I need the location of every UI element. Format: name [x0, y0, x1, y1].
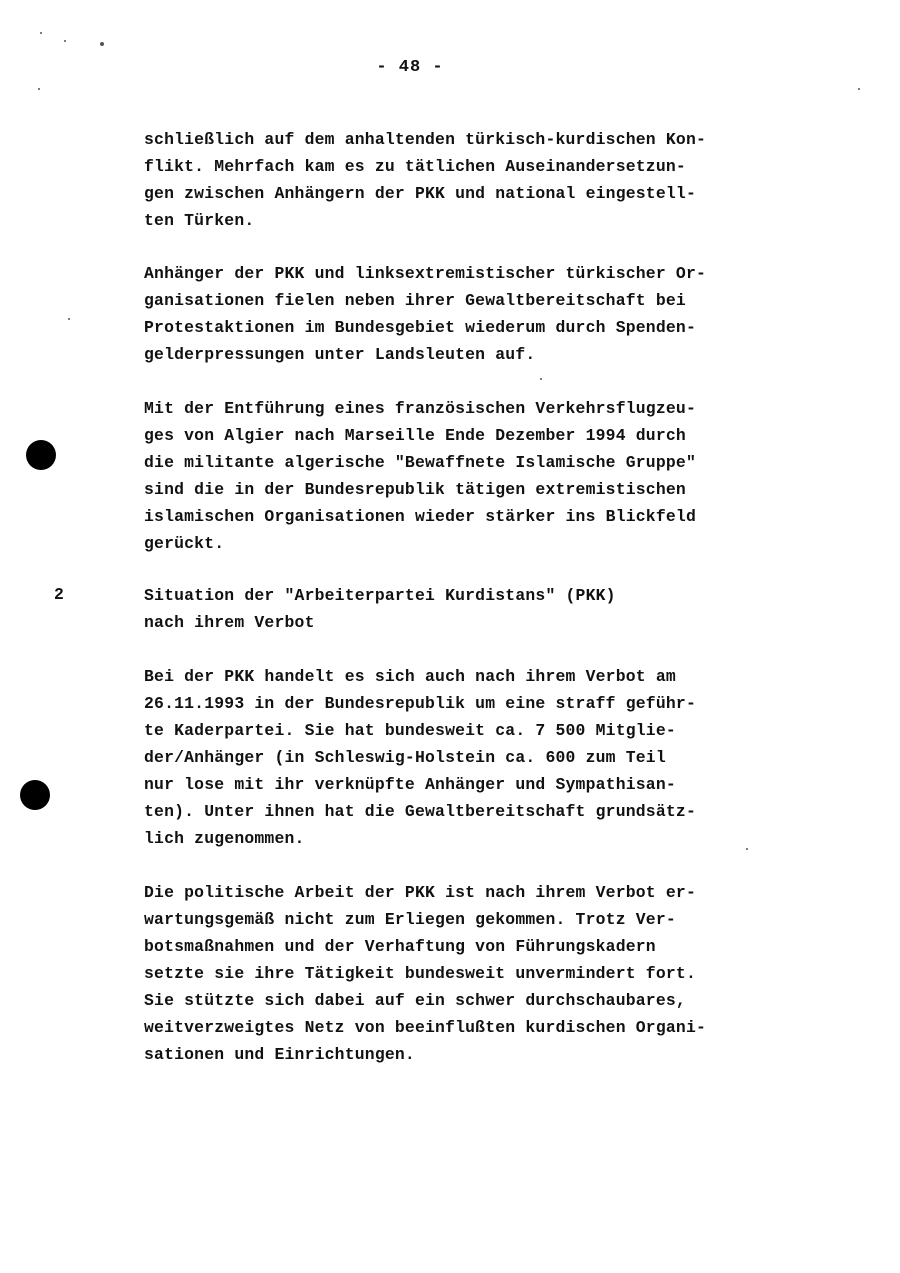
text-line: ten Türken. — [144, 211, 255, 230]
text-line: sind die in der Bundesrepublik tätigen extremistischen — [144, 480, 686, 499]
text-line: ten). Unter ihnen hat die Gewaltbereitschaft grundsätz- — [144, 802, 696, 821]
scan-speck — [64, 40, 66, 42]
text-line: sationen und Einrichtungen. — [144, 1045, 415, 1064]
text-line: lich zugenommen. — [144, 829, 305, 848]
text-line: setzte sie ihre Tätigkeit bundesweit unvermindert fort. — [144, 964, 696, 983]
text-line: botsmaßnahmen und der Verhaftung von Führungskadern — [144, 937, 656, 956]
scan-speck — [68, 318, 70, 320]
text-line: gen zwischen Anhängern der PKK und national eingestell- — [144, 184, 696, 203]
scan-speck — [38, 88, 40, 90]
scan-speck — [100, 42, 104, 46]
text-line: islamischen Organisationen wieder stärker ins Blickfeld — [144, 507, 696, 526]
text-line: gerückt. — [144, 534, 225, 553]
text-line: Die politische Arbeit der PKK ist nach ihrem Verbot er- — [144, 883, 696, 902]
text-line: weitverzweigtes Netz von beeinflußten kurdischen Organi- — [144, 1018, 707, 1037]
section-heading-line: nach ihrem Verbot — [144, 613, 315, 632]
scan-speck — [858, 88, 860, 90]
text-line: die militante algerische "Bewaffnete Islamische Gruppe" — [144, 453, 696, 472]
text-line: Sie stützte sich dabei auf ein schwer durchschaubares, — [144, 991, 686, 1010]
text-line: 26.11.1993 in der Bundesrepublik um eine straff geführ- — [144, 694, 696, 713]
text-line: Anhänger der PKK und linksextremistischer türkischer Or- — [144, 264, 707, 283]
punch-hole — [20, 780, 50, 810]
text-line: Bei der PKK handelt es sich auch nach ihrem Verbot am — [144, 667, 676, 686]
text-line: wartungsgemäß nicht zum Erliegen gekommen. Trotz Ver- — [144, 910, 676, 929]
scan-speck — [40, 32, 42, 34]
text-line: flikt. Mehrfach kam es zu tätlichen Auseinandersetzun- — [144, 157, 686, 176]
page-number: - 48 - — [376, 58, 444, 77]
text-line: schließlich auf dem anhaltenden türkisch-kurdischen Kon- — [144, 130, 707, 149]
text-line: ganisationen fielen neben ihrer Gewaltbereitschaft bei — [144, 291, 686, 310]
section-number: 2 — [54, 585, 64, 604]
punch-hole — [26, 440, 56, 470]
scan-speck — [746, 848, 748, 850]
text-line: Protestaktionen im Bundesgebiet wiederum durch Spenden- — [144, 318, 696, 337]
text-line: der/Anhänger (in Schleswig-Holstein ca. 600 zum Teil — [144, 748, 666, 767]
text-line: gelderpressungen unter Landsleuten auf. — [144, 345, 536, 364]
text-line: nur lose mit ihr verknüpfte Anhänger und Sympathisan- — [144, 775, 676, 794]
section-heading-line: Situation der "Arbeiterpartei Kurdistans" (PKK) — [144, 586, 616, 605]
text-line: ges von Algier nach Marseille Ende Dezember 1994 durch — [144, 426, 686, 445]
text-line: te Kaderpartei. Sie hat bundesweit ca. 7 500 Mitglie- — [144, 721, 676, 740]
scan-speck — [540, 378, 542, 380]
text-line: Mit der Entführung eines französischen Verkehrsflugzeu- — [144, 399, 696, 418]
